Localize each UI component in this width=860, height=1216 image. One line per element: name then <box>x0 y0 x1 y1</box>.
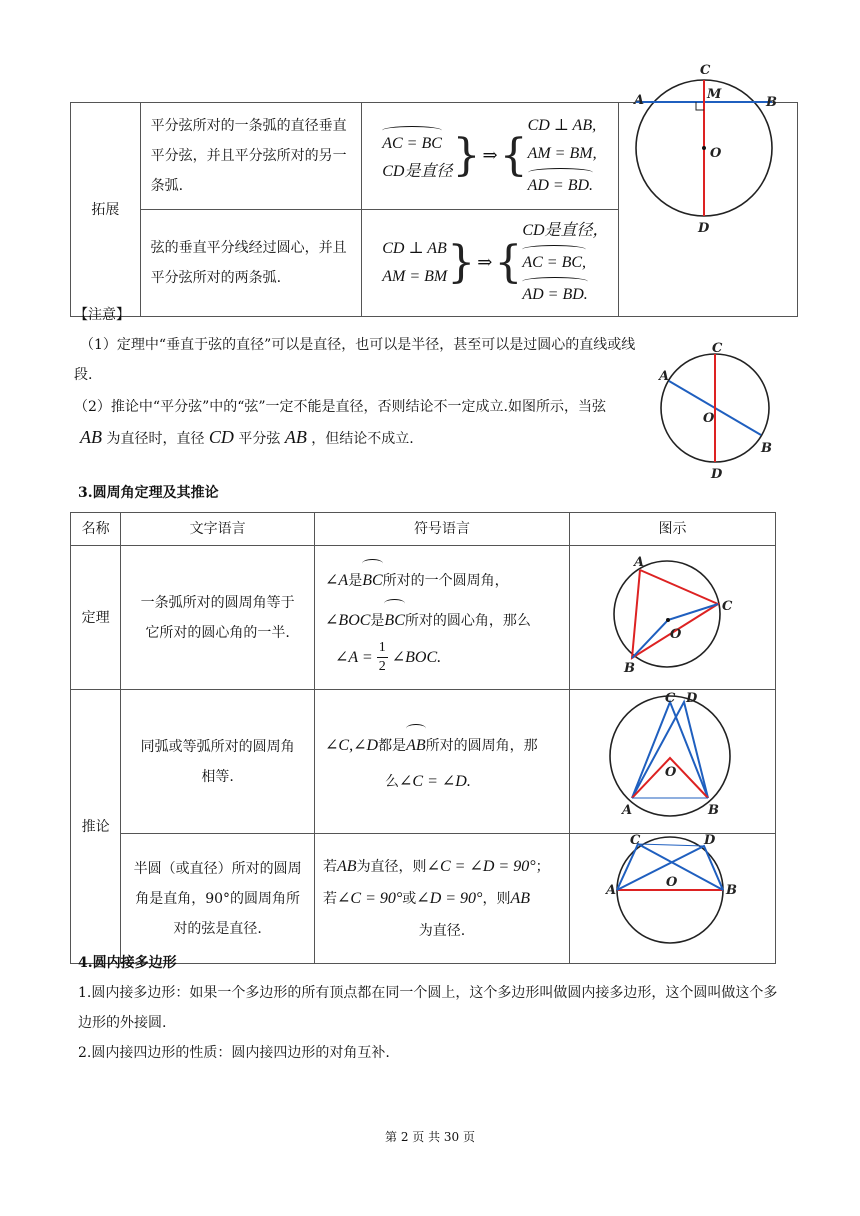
label-a: A <box>634 555 645 570</box>
text: 为直径. <box>418 922 466 939</box>
text: 所对的一个圆周角， <box>382 573 509 589</box>
note-title: 【注意】 <box>74 307 130 323</box>
text: 为直径，则 <box>356 858 427 875</box>
text: 所对的圆周角，那 <box>425 737 538 754</box>
text: 么 <box>385 773 400 790</box>
implies-arrow-icon: ⇒ <box>477 252 493 273</box>
corollary-text-1: 同弧或等弧所对的圆周角相等. <box>121 690 315 834</box>
note-text: 为直径时，直径 <box>106 431 205 447</box>
header-figure: 图示 <box>570 513 776 546</box>
label-b: B <box>624 661 636 676</box>
label-o: O <box>670 627 682 642</box>
math-right-angles: ∠C = ∠D = 90° <box>426 857 536 875</box>
section4-title: 4.圆内接多边形 <box>78 955 177 971</box>
note-paragraph-1: （1）定理中“垂直于弦的直径”可以是直径，也可以是半径，甚至可以是过圆心的直线或线段. <box>74 337 636 383</box>
math-rhs: ∠BOC. <box>391 648 442 666</box>
note-text: ，但结论不成立. <box>311 431 414 447</box>
label-b: B <box>766 95 777 110</box>
premise-cd-diameter: CD是直径 <box>382 163 453 180</box>
extension-circle-figure <box>618 56 798 236</box>
extension-label: 拓展 <box>71 103 141 317</box>
label-o: O <box>710 146 722 161</box>
text: ； <box>535 858 550 875</box>
label-a: A <box>622 803 633 818</box>
right-angle-mark <box>696 102 704 110</box>
math-ab: AB <box>510 889 530 907</box>
fraction <box>377 639 388 676</box>
left-brace-icon: { <box>499 130 528 181</box>
label-c: C <box>665 691 676 706</box>
label-m: M <box>707 87 722 102</box>
label-d: D <box>704 834 716 848</box>
theorem-symbol <box>315 546 570 690</box>
note-paragraph-2a: （2）推论中“平分弦”中的“弦”一定不能是直径，否则结论不一定成立.如图所示，当弦 <box>74 399 606 415</box>
math-angle-d: ∠D = 90° <box>416 889 483 907</box>
label-b: B <box>726 883 738 898</box>
corollary-symbol-2 <box>315 834 570 964</box>
label-c: C <box>722 599 733 614</box>
central-angle-figure <box>570 546 773 678</box>
math-equal-angles: ∠C = ∠D. <box>399 772 471 790</box>
premise-line: CD ⊥ AB <box>382 240 447 257</box>
label-a: A <box>634 93 645 108</box>
extension-text-2: 弦的垂直平分线经过圆心，并且平分弦所对的两条弧. <box>140 210 362 317</box>
conclusion-line: CD是直径， <box>522 222 609 239</box>
section4-paragraph-2: 2.圆内接四边形的性质：圆内接四边形的对角互补. <box>78 1045 390 1061</box>
section3-title: 3.圆周角定理及其推论 <box>78 485 219 501</box>
inscribed-angle-table <box>70 512 776 964</box>
arc-bc: BC <box>362 559 382 599</box>
math-angle: ∠BOC <box>325 612 371 629</box>
label-a: A <box>659 369 670 384</box>
extension-text-1: 平分弦所对的一条弧的直径垂直平分弦，并且平分弦所对的另一条弧. <box>140 103 362 210</box>
extension-symbol-2 <box>362 210 619 317</box>
math-angles: ∠C,∠D <box>325 736 379 754</box>
semicircle-figure <box>570 834 773 952</box>
theorem-figure-cell <box>570 546 776 690</box>
math-lhs: ∠A = <box>335 648 373 666</box>
corollary-figure-2-cell <box>570 834 776 964</box>
text: 都是 <box>378 737 407 754</box>
section4-paragraph-1: 1.圆内接多边形：如果一个多边形的所有顶点都在同一个圆上，这个多边形叫做圆内接多边形，这个圆叫做这个多边形的外接圆. <box>78 985 778 1031</box>
corollary-symbol-1 <box>315 690 570 834</box>
header-symbol-language: 符号语言 <box>315 513 570 546</box>
text: 是 <box>370 613 385 629</box>
label-o: O <box>665 765 677 780</box>
label-b: B <box>708 803 720 818</box>
math-cd: CD <box>208 427 234 447</box>
center-dot <box>666 618 670 622</box>
note-text: 平分弦 <box>238 431 281 447</box>
corollary-name: 推论 <box>71 690 121 964</box>
math-ab: AB <box>337 857 357 875</box>
text: 是 <box>348 573 363 589</box>
right-brace-icon: } <box>452 130 481 181</box>
conclusion-line: AD = BD. <box>528 168 593 200</box>
angle-d <box>632 702 708 798</box>
right-brace-icon: } <box>447 237 476 288</box>
page-footer: 第 2 页 共 30 页 <box>385 1130 475 1144</box>
center-dot <box>702 146 706 150</box>
math-angle-c: ∠C = 90° <box>337 889 403 907</box>
label-d: D <box>711 467 723 482</box>
label-c: C <box>700 63 711 78</box>
text: ，则 <box>482 890 511 907</box>
label-a: A <box>606 883 617 898</box>
equal-inscribed-angles-figure <box>570 690 773 822</box>
conclusion-line: AC = BC, <box>522 245 586 277</box>
label-b: B <box>761 441 772 456</box>
header-text-language: 文字语言 <box>121 513 315 546</box>
corollary-figure-1-cell <box>570 690 776 834</box>
conclusion-line: AM = BM, <box>527 145 597 162</box>
arc-ab: AB <box>406 724 426 764</box>
math-angle: ∠A <box>325 572 349 589</box>
label-d: D <box>686 691 698 706</box>
math-ab: AB <box>284 427 307 447</box>
implies-arrow-icon: ⇒ <box>482 145 498 166</box>
extension-symbol-1 <box>362 103 619 210</box>
conclusion-line: CD ⊥ AB, <box>527 117 597 134</box>
header-name: 名称 <box>71 513 121 546</box>
text: 若 <box>323 858 338 875</box>
label-o: O <box>703 411 715 426</box>
premise-line: AM = BM <box>382 268 448 285</box>
numerator: 1 <box>377 639 388 658</box>
text: 所对的圆心角，那么 <box>404 613 531 629</box>
denominator: 2 <box>378 659 386 674</box>
premise-arc-eq: AC = BC <box>382 126 442 158</box>
conclusion-line: AD = BD. <box>522 277 587 309</box>
text: 或 <box>402 890 417 907</box>
chord-cd <box>638 844 704 846</box>
arc-bc: BC <box>384 599 404 639</box>
label-c: C <box>630 834 641 848</box>
note-paragraph-2b <box>80 422 414 454</box>
corollary-text-2: 半圆（或直径）所对的圆周角是直角，90°的圆周角所对的弦是直径. <box>121 834 315 964</box>
left-brace-icon: { <box>494 237 523 288</box>
note-circle-figure <box>655 336 777 484</box>
label-c: C <box>712 341 723 356</box>
circle-outline <box>614 561 720 667</box>
theorem-name: 定理 <box>71 546 121 690</box>
label-o: O <box>666 875 678 890</box>
theorem-text: 一条弧所对的圆周角等于它所对的圆心角的一半. <box>121 546 315 690</box>
label-d: D <box>698 221 710 236</box>
math-ab: AB <box>80 427 102 447</box>
text: 若 <box>323 890 338 907</box>
